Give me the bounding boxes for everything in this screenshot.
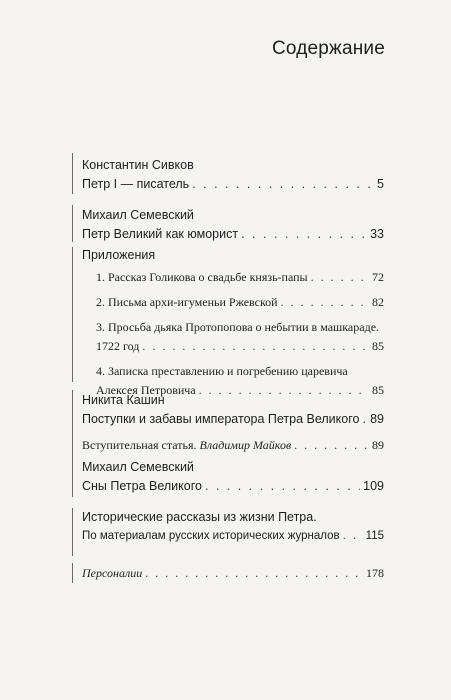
rule-semevsky-2 xyxy=(72,457,73,497)
toc-entry-semevsky-humorist xyxy=(82,207,384,242)
entry-title: 1722 год xyxy=(96,339,140,353)
rule-persons xyxy=(72,563,73,583)
page-number: 85 xyxy=(372,383,384,397)
entry-title-line: 4. Записка преставлению и погребению царевича xyxy=(96,364,348,378)
dot-leader xyxy=(192,176,374,192)
entry-title: Петр I — писатель xyxy=(82,177,190,191)
page-number: 33 xyxy=(370,227,384,241)
dot-leader xyxy=(343,528,363,544)
page-number: 89 xyxy=(370,412,384,426)
toc-row[interactable] xyxy=(82,411,384,427)
entry-title: Исторические рассказы из жизни Петра. xyxy=(82,510,317,524)
toc-row[interactable] xyxy=(82,176,384,192)
entry-title: 1. Рассказ Голикова о свадьбе князь-папы xyxy=(96,270,308,284)
page-number: 178 xyxy=(366,566,384,580)
toc-row[interactable] xyxy=(82,437,384,453)
dot-leader xyxy=(362,411,367,427)
intro-title xyxy=(82,437,291,453)
rule-sivkov xyxy=(72,153,73,194)
page-number: 82 xyxy=(372,295,384,309)
rule-semevsky-1 xyxy=(72,205,73,242)
rule-stories xyxy=(72,508,73,556)
appendix-heading: Приложения xyxy=(82,248,156,262)
entry-author: Михаил Семевский xyxy=(82,460,194,474)
toc-row[interactable] xyxy=(82,565,384,581)
entry-title-line: 3. Просьба дьяка Протопопова о небытии в машкараде. xyxy=(96,320,380,334)
toc-appendix xyxy=(82,247,384,398)
entry-title: Алексея Петровича xyxy=(96,383,196,397)
toc-row[interactable] xyxy=(82,226,384,242)
page-number: 72 xyxy=(372,270,384,284)
rule-appendix xyxy=(72,247,73,382)
intro-author: Владимир Майков xyxy=(199,438,292,452)
dot-leader xyxy=(311,269,369,285)
toc-row[interactable] xyxy=(82,338,384,354)
page-title: Содержание xyxy=(271,38,385,59)
dot-leader xyxy=(205,478,360,494)
toc-row[interactable] xyxy=(82,269,384,285)
page-number: 5 xyxy=(377,177,384,191)
intro-label: Вступительная статья. xyxy=(82,438,197,452)
toc-entry-persons xyxy=(82,565,384,581)
toc-row[interactable] xyxy=(82,294,384,310)
entry-title: Персоналии xyxy=(82,566,143,580)
toc-entry-semevsky-dreams xyxy=(82,459,384,494)
entry-author: Константин Сивков xyxy=(82,158,194,172)
entry-subtitle: По материалам русских исторических журналов xyxy=(82,530,340,542)
page-number: 85 xyxy=(372,339,384,353)
entry-title: Петр Великий как юморист xyxy=(82,227,239,241)
entry-title: Поступки и забавы императора Петра Великого xyxy=(82,412,360,426)
page-number: 109 xyxy=(363,479,384,493)
toc-entry-kashin xyxy=(82,392,384,453)
dot-leader xyxy=(145,565,363,581)
entry-author: Михаил Семевский xyxy=(82,208,194,222)
dot-leader xyxy=(294,437,369,453)
toc-row[interactable] xyxy=(82,528,384,544)
dot-leader xyxy=(281,294,369,310)
toc-entry-stories xyxy=(82,509,384,544)
dot-leader xyxy=(142,338,369,354)
page-number: 115 xyxy=(365,530,384,542)
entry-title: Сны Петра Великого xyxy=(82,479,202,493)
page-number: 89 xyxy=(372,438,384,452)
entry-title: 2. Письма архи-игуменьи Ржевской xyxy=(96,295,278,309)
dot-leader xyxy=(241,226,367,242)
entry-author: Никита Кашин xyxy=(82,393,165,407)
toc-entry-sivkov xyxy=(82,157,384,192)
toc-row[interactable] xyxy=(82,478,384,494)
